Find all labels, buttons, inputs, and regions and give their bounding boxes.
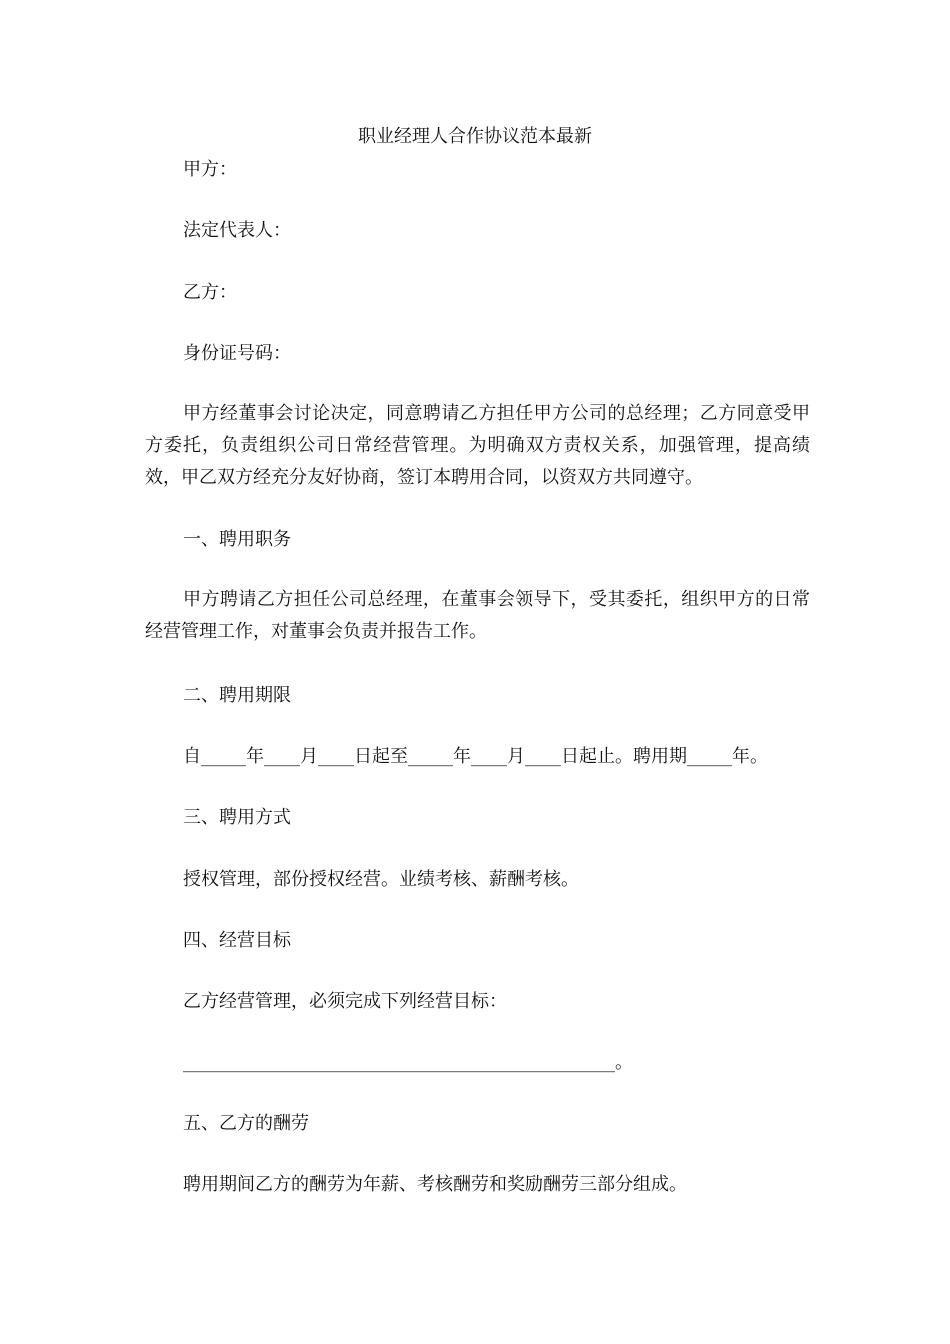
- party-a-label: 甲方：: [183, 159, 237, 180]
- section-1-heading: 一、聘用职务: [183, 529, 291, 550]
- legal-representative-label: 法定代表人：: [183, 220, 291, 241]
- document-title: 职业经理人合作协议范本最新: [358, 126, 592, 147]
- section-3-heading: 三、聘用方式: [183, 807, 291, 828]
- section-5-body: 聘用期间乙方的酬劳为年薪、考核酬劳和奖励酬劳三部分组成。: [183, 1174, 687, 1195]
- section-2-body: 自_____年____月____日起至_____年____月____日起止。聘用期_____年。: [183, 746, 768, 767]
- section-3-body: 授权管理，部份授权经营。业绩考核、薪酬考核。: [183, 869, 579, 890]
- section-4-body: 乙方经营管理，必须完成下列经营目标：: [183, 991, 507, 1012]
- id-number-label: 身份证号码：: [183, 343, 291, 364]
- section-4-heading: 四、经营目标: [183, 930, 291, 951]
- party-b-label: 乙方：: [183, 282, 237, 303]
- intro-paragraph: 甲方经董事会讨论决定，同意聘请乙方担任甲方公司的总经理；乙方同意受甲方委托，负责组织公司日常经营管理。为明确双方责权关系，加强管理，提高绩效，甲乙双方经充分友好协商，签订本聘用合同，以资双方共同遵守。: [145, 403, 810, 488]
- section-2-heading: 二、聘用期限: [183, 685, 291, 706]
- section-5-heading: 五、乙方的酬劳: [183, 1113, 309, 1134]
- section-1-body: 甲方聘请乙方担任公司总经理，在董事会领导下，受其委托，组织甲方的日常经营管理工作，对董事会负责并报告工作。: [145, 589, 810, 642]
- section-4-blank-line: ________________________________________________。: [183, 1052, 633, 1073]
